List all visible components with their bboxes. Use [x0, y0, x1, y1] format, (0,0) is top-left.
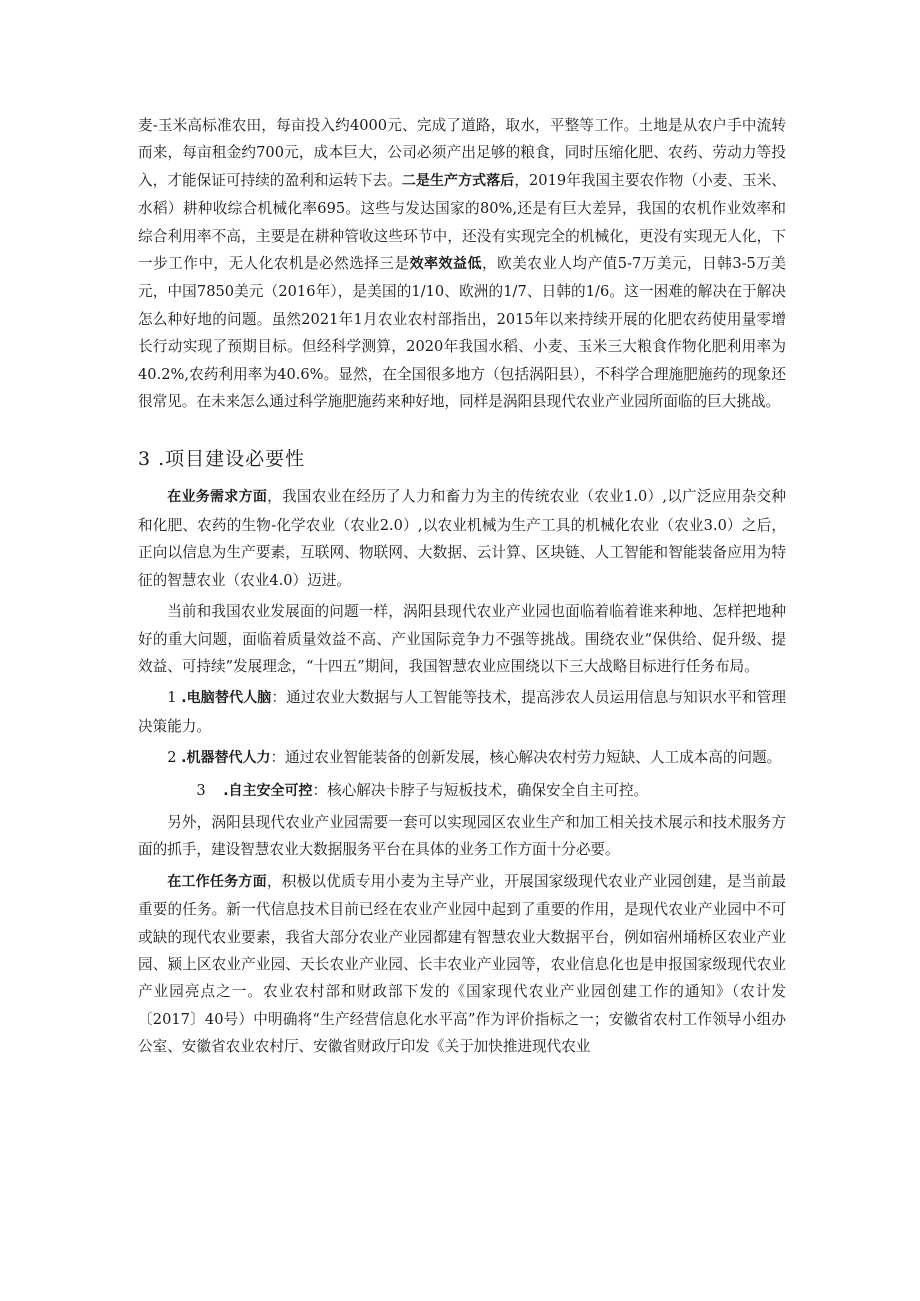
paragraph-challenges: [138, 112, 786, 415]
list-item-3: [138, 777, 786, 805]
item-number: 3: [196, 781, 206, 799]
paragraph-text: 当前和我国农业发展面的问题一样，涡阳县现代农业产业园也面临着临着谁来种地、怎样把地种好的重大问题，面临着质量效益不高、产业国际竞争力不强等挑战。围绕农业“保供给、促升级、提效益、可持续”发展理念，“十四五”期间，我国智慧农业应围绕以下三大战略目标进行任务布局。: [138, 603, 786, 675]
bold-phrase: 效率效益低: [409, 256, 483, 273]
bold-phrase: .电脑替代人脑: [181, 690, 272, 707]
paragraph-text: ：核心解决卡脖子与短板技术，确保安全自主可控。: [312, 781, 649, 799]
item-number: 2: [167, 749, 177, 767]
paragraph-platform-need: [138, 809, 786, 864]
paragraph-text: ，积极以优质专用小麦为主导产业，开展国家级现代农业产业园创建，是当前最重要的任务。新一代信息技术目前已经在农业产业园中起到了重要的作用，是现代农业产业园中不可或缺的现代农业要素，我省大部分农业产业园都建有智慧农业大数据平台，例如宿州埇桥区农业产业园、颍上区农业产业园、天长农业产业园、长丰农业产业园等，农业信息化也是申报国家级现代农业产业园亮点之一。农业农村部和财政部下发的《国家现代农业产业园创建工作的通知》（农计发〔2017〕40号）中明确将“生产经营信息化水平高”作为评价指标之一；安徽省农村工作领导小组办公室、安徽省农业农村厅、安徽省财政厅印发《关于加快推进现代农业: [138, 872, 786, 1056]
paragraph-text: ：通过农业大数据与人工智能等技术，提高涉农人员运用信息与知识水平和管理决策能力。: [138, 689, 787, 735]
section-title: .项目建设必要性: [158, 448, 306, 471]
item-number: 1: [167, 689, 177, 707]
paragraph-text: ，欧美农业人均产值5-7万美元，日韩3-5万美元，中国7850美元（2016年），是美国的1/10、欧洲的1/7、日韩的1/6。这一困难的解决在于解决怎么种好地的问题。虽然2021年1月农业农村部指出，2015年以来持续开展的化肥农药使用量零增长行动实现了预期目标。但经科学测算，2020年我国水稻、小麦、玉米三大粮食作物化肥利用率为40.2%,农药利用率为40.6%。显然，在全国很多地方（包括涡阳县），不科学合理施肥施药的现象还很常见。在未来怎么通过科学施肥施药来种好地，同样是涡阳县现代农业产业园所面临的巨大挑战。: [138, 255, 786, 411]
bold-phrase: 二是生产方式落后: [401, 172, 515, 189]
paragraph-current-issues: [138, 598, 786, 680]
paragraph-text: 麦-玉米高标准农田，每亩投入约4000元、完成了道路，取水，平整等工作。土地是从农户手中流转而来，每亩租金约700元，成本巨大，公司必须产出足够的粮食，同时压缩化肥、农药、劳动力等投入，才能保证可持续的盈利和运转下去。: [138, 117, 786, 189]
list-item-2: [138, 744, 786, 772]
paragraph-text: ，2019年我国主要农作物（小麦、玉米、水稻）耕种收综合机械化率695。这些与发达国家的80%,还是有巨大差异，我国的农机作业效率和综合利用率不高，主要是在耕种管收这些环节中，还没有实现完全的机械化，更没有实现无人化，下一步工作中，无人化农机是必然选择三是: [138, 171, 786, 273]
paragraph-business-needs: [138, 483, 786, 594]
list-item-1: [138, 684, 786, 740]
paragraph-text: 另外，涡阳县现代农业产业园需要一套可以实现园区农业生产和加工相关技术展示和技术服务方面的抓手，建设智慧农业大数据服务平台在具体的业务工作方面十分必要。: [138, 813, 786, 859]
bold-phrase: .机器替代人力: [181, 750, 271, 767]
paragraph-text: ，我国农业在经历了人力和畜力为主的传统农业（农业1.0）,以广泛应用杂交种和化肥、农药的生物-化学农业（农业2.0）,以农业机械为生产工具的机械化农业（农业3.0）之后，正向以信息为生产要素，互联网、物联网、大数据、云计算、区块链、人工智能和智能装备应用为特征的智慧农业（农业4.0）迈进。: [138, 488, 787, 589]
section-number: 3: [138, 448, 152, 471]
bold-phrase: .自主安全可控: [223, 782, 313, 799]
paragraph-work-tasks: [138, 868, 786, 1061]
bold-phrase: 在工作任务方面: [167, 873, 267, 890]
section-heading: [138, 445, 786, 473]
document-page: [138, 112, 786, 1061]
paragraph-text: ：通过农业智能装备的创新发展，核心解决农村劳力短缺、人工成本高的问题。: [270, 749, 782, 767]
bold-phrase: 在业务需求方面: [167, 489, 268, 506]
